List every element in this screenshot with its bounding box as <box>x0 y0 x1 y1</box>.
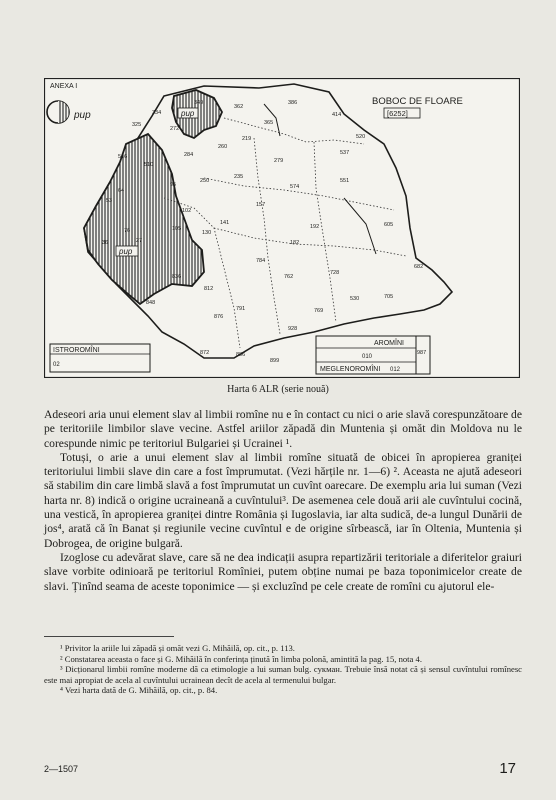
point-number: 769 <box>314 308 324 314</box>
point-number: 192 <box>310 224 320 230</box>
body-text <box>44 408 522 594</box>
map-svg <box>44 78 520 378</box>
footnote: ² Constatarea aceasta o face și G. Mihăilă în conferința ținută în limba polonă, amintită la pag. 15, nota 4. <box>60 653 422 664</box>
legend-aromani-label: AROMÎNI <box>374 340 404 347</box>
map-figure <box>44 78 520 378</box>
point-number: 705 <box>384 294 394 300</box>
point-number: 362 <box>234 104 244 110</box>
point-number: 219 <box>242 136 252 142</box>
point-number: 334 <box>152 110 162 116</box>
page-number: 17 <box>499 760 516 777</box>
point-number: 876 <box>214 314 224 320</box>
point-number: 130 <box>202 230 212 236</box>
point-number: 848 <box>146 300 156 306</box>
point-number: 102 <box>182 208 192 214</box>
legend-istro-number: 02 <box>53 362 60 368</box>
point-number: 250 <box>200 178 210 184</box>
pup-label-north: pup <box>181 109 195 118</box>
point-number: 551 <box>340 178 350 184</box>
point-number: 537 <box>340 150 350 156</box>
point-number: 53 <box>106 198 113 204</box>
point-number: 762 <box>284 274 294 280</box>
point-number: 36 <box>102 240 109 246</box>
figure-caption: Harta 6 ALR (serie nouă) <box>227 384 329 395</box>
point-number: 886 <box>236 352 246 358</box>
legend-aromani-number: 010 <box>362 354 373 360</box>
legend-megleno-number: 012 <box>390 367 401 373</box>
point-number: 520 <box>356 134 366 140</box>
point-number: 141 <box>220 220 230 226</box>
point-number: 64 <box>118 188 125 194</box>
point-number: 272 <box>170 126 180 132</box>
point-number: 574 <box>290 184 300 190</box>
map-title-number: [6252] <box>387 109 408 118</box>
point-number: 414 <box>332 112 342 118</box>
legend-megleno-label: MEGLENOROMÎNI <box>320 366 381 373</box>
signature-code: 2—1507 <box>44 764 79 774</box>
point-number: 784 <box>256 258 266 264</box>
point-number: 812 <box>204 286 214 292</box>
paragraph: Izoglose cu adevărat slave, care să ne dea indicații asupra repartizării teritoriale a diferitelor graiuri slave vorbite odinioară pe teritoriul Romîniei, putem obține numai pe baza toponimicelor create de slavi. Ținînd seama de aceste toponimice — și excluzînd pe cele create de romîni cu ajutorul ele- <box>44 550 522 593</box>
pup-label: pup <box>74 110 91 121</box>
footnote-rule <box>44 636 174 637</box>
point-number: 76 <box>124 228 131 234</box>
point-number: 605 <box>384 222 394 228</box>
point-number: 235 <box>234 174 244 180</box>
footnote: ¹ Privitor la ariile lui zăpadă și omăt vezi G. Mihăilă, op. cit., p. 113. <box>60 643 295 653</box>
legend-side-number: 987 <box>417 350 427 356</box>
map-title: BOBOC DE FLOARE <box>372 96 463 107</box>
legend-istro-label: ISTROROMÎNI <box>53 347 100 354</box>
point-number: 516 <box>118 154 128 160</box>
paragraph: Adeseori aria unui element slav al limbii romîne nu e în contact cu nici o arie slavă corespunzătoare de pe teritoriile limbilor slave vecine. Astfel ariilor zăpadă din Muntenia și omăt din Moldova nu le corespunde nimic pe teritoriul Bulgariei și Ucrainei ¹. <box>44 408 522 450</box>
point-number: 682 <box>414 264 424 270</box>
point-number: 284 <box>184 152 194 158</box>
point-number: 27 <box>136 238 143 244</box>
point-number: 365 <box>264 120 274 126</box>
point-number: 836 <box>172 274 182 280</box>
point-number: 386 <box>288 100 298 106</box>
point-number: 928 <box>288 326 298 332</box>
point-number: 899 <box>270 358 280 364</box>
point-number: 260 <box>218 144 228 150</box>
footnote: ³ Dicționarul limbii romîne moderne dă ca etimologie a lui suman bulg. сукман. Trebuie însă notat că și sensul cuvîntului romînesc este mai apropiat de acela al cuvîntului ucrainean decît de acela al termenului bulgar. <box>44 664 522 685</box>
point-number: 105 <box>172 226 182 232</box>
point-number: 182 <box>290 240 300 246</box>
point-number: 157 <box>256 202 266 208</box>
annex-label: ANEXA I <box>50 83 78 90</box>
footnotes <box>44 643 522 696</box>
point-number: 279 <box>274 158 284 164</box>
point-number: 349 <box>194 100 204 106</box>
point-number: 325 <box>132 122 142 128</box>
footnote: ⁴ Vezi harta dată de G. Mihăilă, op. cit., p. 84. <box>60 685 218 696</box>
paragraph: Totuși, o arie a unui element slav al limbii romîne situată de obicei în apropierea graniței teritoriului limbii slave din care a fost împrumutat. (Vezi hărțile nr. 1—6) ². Aceasta ne ajută adeseori să stabilim din care limbă slavă a fost împrumutat un cuvînt oarecare. De exemplu aria lui suman (Vezi harta nr. 8) indică o origine ucraineană a cuvîntului³. De asemenea cele două arii ale cuvîntului cocină, una vestică, în apropierea graniței dintre România și Iugoslavia, iar alta sudică, de-a lungul Dunării de jos⁴, arată că în Banat și regiunile vecine cuvîntul e de origine sîrbească, iar în Oltenia, Muntenia și Dobrogea, de origine bulgară. <box>44 450 522 550</box>
point-number: 510 <box>144 162 154 168</box>
point-number: 530 <box>350 296 360 302</box>
point-number: 791 <box>236 306 246 312</box>
pup-label-west: pup <box>119 247 133 256</box>
point-number: 872 <box>200 350 210 356</box>
point-number: 728 <box>330 270 340 276</box>
point-number: 95 <box>170 182 177 188</box>
